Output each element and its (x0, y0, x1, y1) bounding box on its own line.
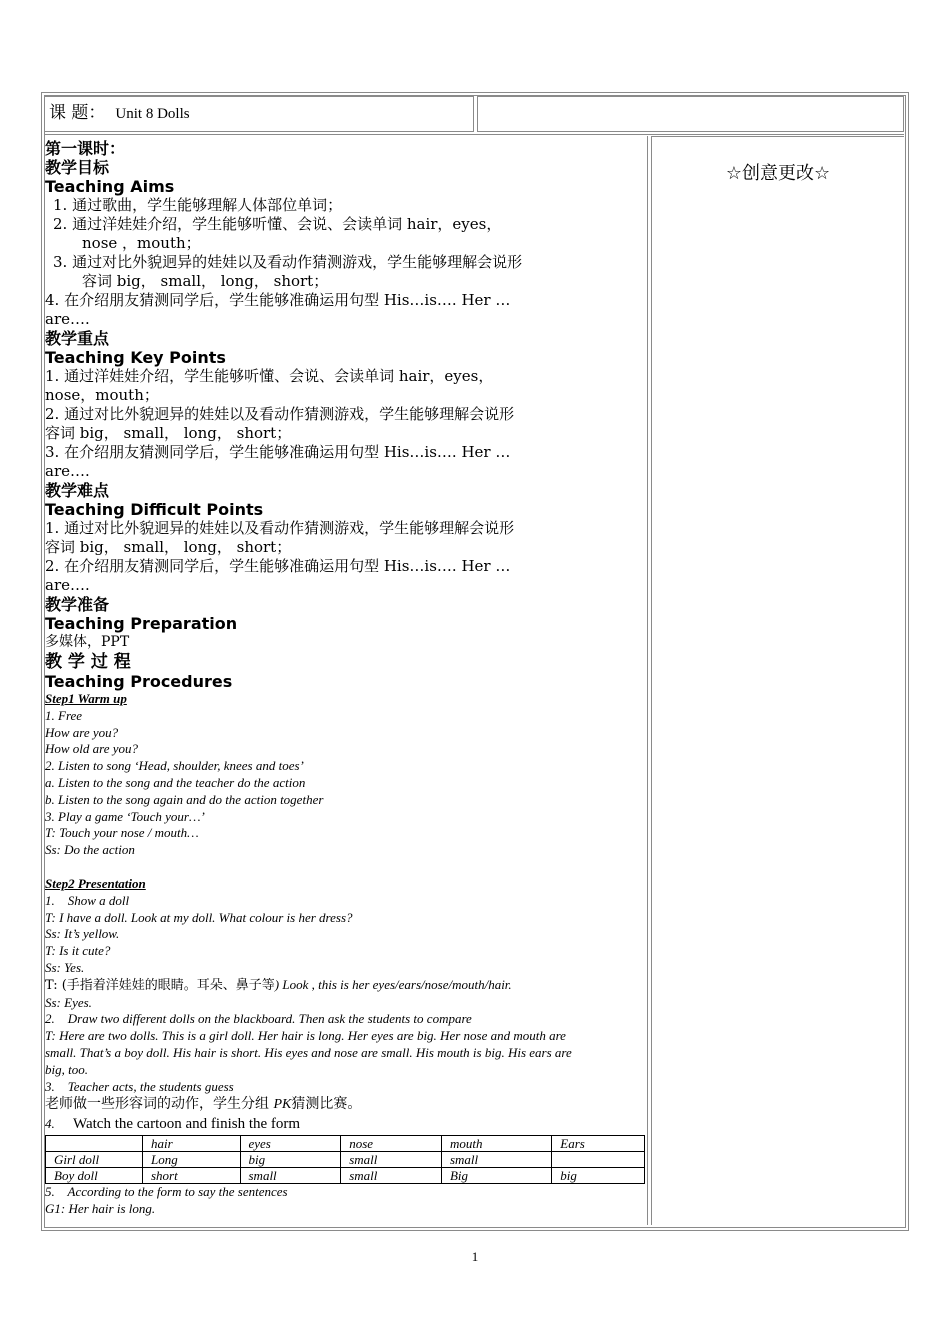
key-points-item: are…. (45, 462, 90, 480)
pk-game-line: 老师做一些形容词的动作，学生分组 PK猜测比赛。 (45, 1096, 362, 1113)
table-cell: big (552, 1168, 645, 1184)
doll-comparison-table (45, 1135, 645, 1184)
key-points-heading-en: Teaching Key Points (45, 348, 226, 367)
step2-line: 2. Draw two different dolls on the blackboard. Then ask the students to compare (45, 1011, 472, 1027)
table-cell: small (441, 1152, 551, 1168)
table-cell: Boy doll (46, 1168, 143, 1184)
key-points-item: 3. 在介绍朋友猜测同学后，学生能够准确运用句型 His…is…. Her … (45, 443, 511, 461)
step2-line: Ss: Eyes. (45, 994, 92, 1010)
aims-item: are…. (45, 310, 90, 328)
lesson-heading: 第一课时： (45, 139, 126, 158)
item4-number: 4. (45, 1116, 55, 1132)
step1-line: T: Touch your nose / mouth… (45, 825, 199, 841)
step2-line: 5. According to the form to say the sentences (45, 1184, 288, 1200)
step1-line: How are you? (45, 724, 119, 740)
step2-line: Ss: Yes. (45, 959, 85, 975)
item4-line (45, 1114, 648, 1134)
pointing-en: ) Look , this is her eyes/ears/nose/mouth/hair. (274, 976, 512, 992)
difficult-points-item: 1. 通过对比外貌迥异的娃娃以及看动作猜测游戏，学生能够理解会说形 (45, 519, 515, 537)
aims-heading-en: Teaching Aims (45, 177, 175, 196)
aims-item: nose ，mouth； (82, 234, 201, 252)
table-cell: Long (143, 1152, 241, 1168)
table-cell: small (341, 1152, 442, 1168)
table-row (46, 1152, 645, 1168)
aims-item: 容词 big， small， long， short； (82, 272, 329, 290)
preparation-heading-en: Teaching Preparation (45, 614, 238, 633)
key-points-heading-cn: 教学重点 (45, 329, 110, 348)
notes-cell (651, 136, 904, 1225)
step2-line: big, too. (45, 1061, 88, 1077)
aims-heading-cn: 教学目标 (45, 158, 110, 177)
step2-line: Ss: It’s yellow. (45, 926, 120, 942)
difficult-points-heading-cn: 教学难点 (45, 481, 110, 500)
step1-line: 3. Play a game ‘Touch your…’ (45, 808, 205, 824)
table-header-cell (46, 1136, 143, 1152)
step2-line: 3. Teacher acts, the students guess (45, 1078, 234, 1094)
step2-line: 1. Show a doll (45, 892, 130, 908)
topic-label: 课 题： (49, 103, 106, 123)
table-cell: small (341, 1168, 442, 1184)
pointing-cn: T: (手指着洋娃娃的眼睛。耳朵、鼻子等 (45, 977, 275, 993)
step1-title: Step1 Warm up (45, 691, 127, 706)
key-points-item: 1. 通过洋娃娃介绍，学生能够听懂、会说、会读单词 hair，eyes， (45, 367, 494, 385)
step1-line: How old are you? (45, 741, 139, 757)
step1-line: a. Listen to the song and the teacher do the action (45, 774, 306, 790)
key-points-item: 容词 big， small， long， short； (45, 424, 292, 442)
key-points-item: nose，mouth； (45, 386, 159, 404)
step2-line: T: Is it cute? (45, 943, 111, 959)
step2-line: small. That’s a boy doll. His hair is short. His eyes and nose are small. His mouth is big. His ears are (45, 1044, 572, 1060)
lesson-content (45, 139, 648, 1218)
table-row (46, 1168, 645, 1184)
topic-value: Unit 8 Dolls (115, 106, 190, 122)
difficult-points-heading-en: Teaching Difficult Points (45, 500, 264, 519)
table-header-cell: eyes (240, 1136, 341, 1152)
table-header-cell: Ears (552, 1136, 645, 1152)
difficult-points-item: 2. 在介绍朋友猜测同学后，学生能够准确运用句型 His…is…. Her … (45, 557, 511, 575)
aims-item: 3. 通过对比外貌迥异的娃娃以及看动作猜测游戏，学生能够理解会说形 (53, 253, 523, 271)
key-points-item: 2. 通过对比外貌迥异的娃娃以及看动作猜测游戏，学生能够理解会说形 (45, 405, 515, 423)
table-header-cell: mouth (441, 1136, 551, 1152)
aims-item: 1. 通过歌曲，学生能够理解人体部位单词； (53, 196, 343, 214)
table-header-cell: nose (341, 1136, 442, 1152)
preparation-heading-cn: 教学准备 (45, 595, 110, 614)
step2-line: T: I have a doll. Look at my doll. What colour is her dress? (45, 909, 353, 925)
step2-title: Step2 Presentation (45, 875, 146, 891)
table-header-row (46, 1136, 645, 1152)
topic-right-cell (477, 96, 904, 132)
step1-line: Ss: Do the action (45, 842, 135, 858)
procedures-heading-cn: 教 学 过 程 (45, 652, 131, 672)
topic-cell (44, 96, 474, 132)
item4-text: Watch the cartoon and finish the form (73, 1116, 301, 1133)
step1-line: 2. Listen to song ‘Head, shoulder, knees and toes’ (45, 758, 304, 774)
creative-edit-note: ☆创意更改☆ (725, 163, 831, 184)
table-cell: Big (441, 1168, 551, 1184)
aims-item: 4. 在介绍朋友猜测同学后，学生能够准确运用句型 His…is…. Her … (45, 291, 511, 309)
step1-line: 1. Free (45, 707, 83, 723)
step2-line: G1: Her hair is long. (45, 1201, 156, 1217)
aims-item: 2. 通过洋娃娃介绍，学生能够听懂、会说、会读单词 hair，eyes， (53, 215, 502, 233)
table-cell: big (240, 1152, 341, 1168)
table-cell: small (240, 1168, 341, 1184)
step1-line: b. Listen to the song again and do the action together (45, 791, 324, 807)
procedures-heading-en: Teaching Procedures (45, 672, 233, 691)
table-header-cell: hair (143, 1136, 241, 1152)
table-cell (552, 1152, 645, 1168)
step2-line: T: Here are two dolls. This is a girl doll. Her hair is long. Her eyes are big. Her nose and mouth are (45, 1028, 566, 1044)
difficult-points-item: 容词 big， small， long， short； (45, 538, 292, 556)
table-cell: short (143, 1168, 241, 1184)
step2-pointing-line (45, 977, 648, 995)
difficult-points-item: are…. (45, 576, 90, 594)
page-number: 1 (471, 1249, 479, 1264)
table-cell: Girl doll (46, 1152, 143, 1168)
preparation-text: 多媒体，PPT (45, 634, 130, 650)
